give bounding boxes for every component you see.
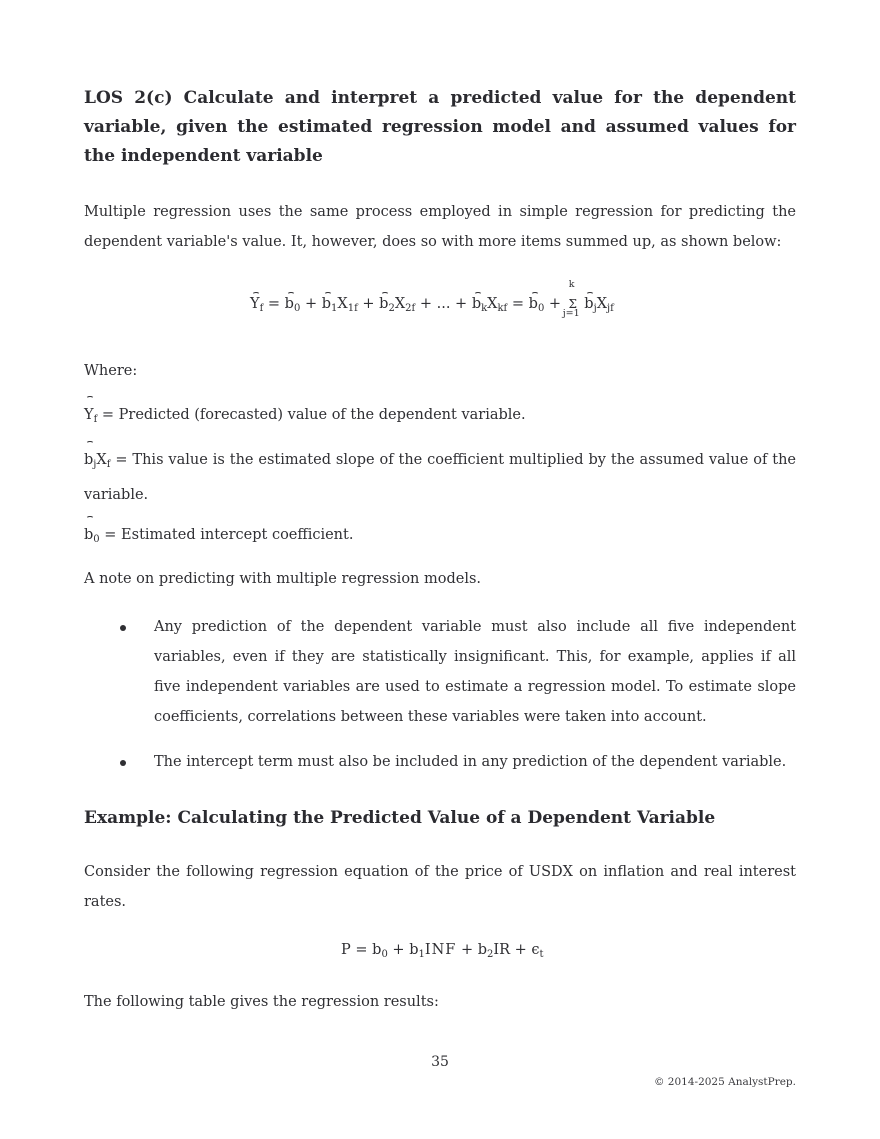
bullet-point-1 (120, 625, 126, 631)
usdx-regression-equation: $P = b_0 + b_1INF + b_2IR + \epsilon_t$ (341, 942, 544, 960)
bullet-point-2 (120, 760, 126, 766)
section-heading: LOS 2(c) Calculate and interpret a predicted value for the dependent variable, given the estimated regression model and assumed values for the independent variable (84, 88, 796, 166)
where-label: Where: (84, 363, 138, 379)
definition-predicted-value: $Y_f$ = Predicted (forecasted) value of the dependent variable. (84, 400, 796, 435)
page-number: 35 (431, 1054, 449, 1070)
summation-symbol: k Σ j=1 (562, 279, 580, 319)
copyright-notice: © 2014-2025 AnalystPrep. (653, 1076, 796, 1088)
document-page (84, 0, 796, 1139)
bullet-text-2: The intercept term must also be included in any prediction of the dependent variable. (154, 754, 787, 770)
example-intro-paragraph: Consider the following regression equation of the price of USDX on inflation and real interest rates. (84, 864, 796, 910)
bullet-text-1: Any prediction of the dependent variable must also include all five independent variables, even if they are statistically insignificant. This, for example, applies if all five independent variables are used to estimate a regression model. To estimate slope coefficients, correlations between these variables were taken into account. (154, 619, 796, 725)
table-intro-line: The following table gives the regression results: (84, 994, 439, 1010)
note-line: A note on predicting with multiple regression models. (84, 571, 482, 587)
example-heading: Example: Calculating the Predicted Value of a Dependent Variable (84, 808, 716, 828)
intro-paragraph: Multiple regression uses the same process employed in simple regression for predicting the dependent variable's value. It, however, does so with more items summed up, as shown below: (84, 204, 796, 250)
definition-intercept: $b_0$ = Estimated intercept coefficient. (84, 520, 796, 555)
definition-slope-term: $b_jX_f$ = This value is the estimated slope of the coefficient multiplied by the assumed value of the variable. (84, 445, 796, 510)
multiple-regression-prediction-formula: $Y_f = b_0 + b_1X_{1f} + b_2X_{2f}$ + ... + $b_kX_{kf} = b_0$ + k Σ j=1 $b_jX_{jf}$ (250, 279, 614, 319)
